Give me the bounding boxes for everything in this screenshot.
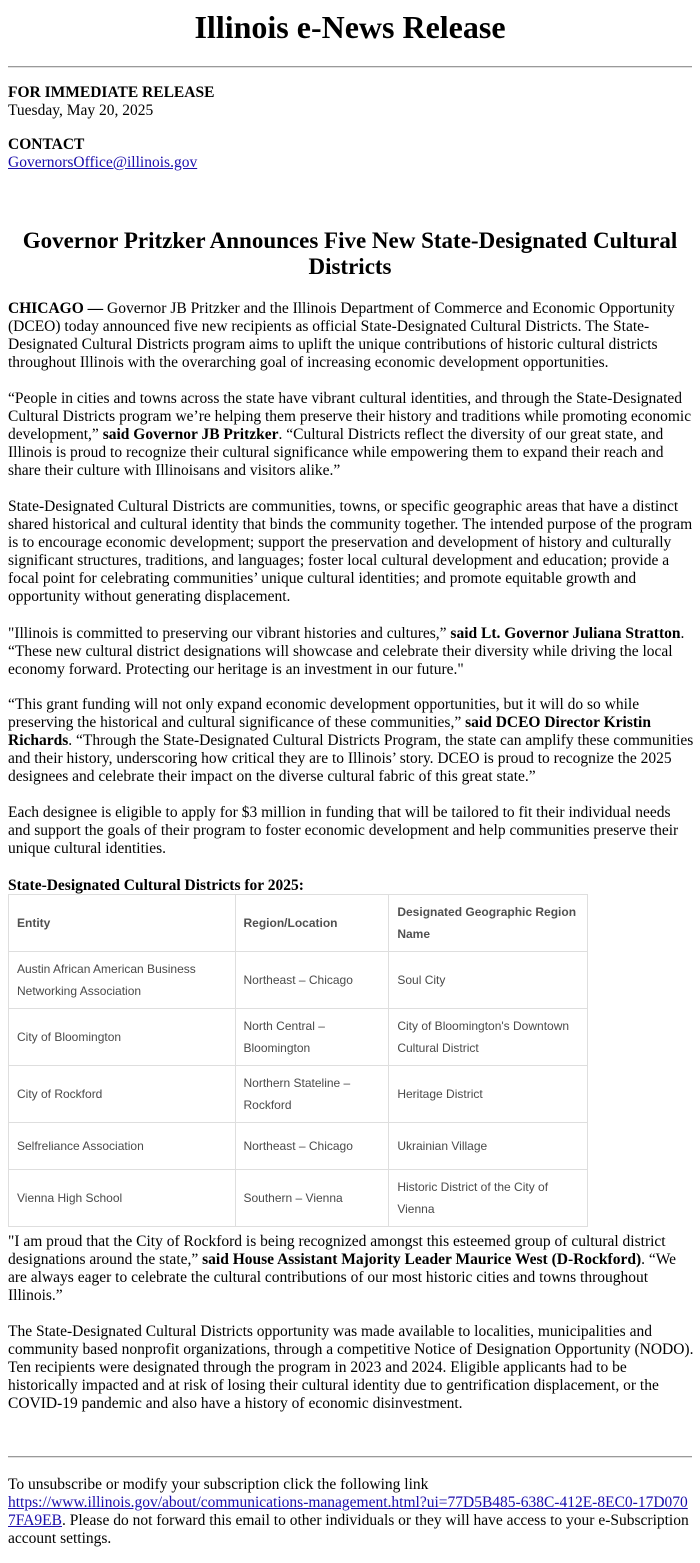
table-row: [9, 1123, 588, 1170]
quote-attribution: said Governor JB Pritzker: [102, 426, 279, 443]
footer-intro: To unsubscribe or modify your subscription click the following link: [8, 1476, 429, 1493]
table-cell: Historic District of the City of Vienna: [389, 1170, 588, 1227]
footer-unsubscribe: [8, 1476, 694, 1548]
table-header-cell: Designated Geographic Region Name: [389, 895, 588, 952]
table-cell: North Central – Bloomington: [235, 1009, 389, 1066]
headline: Governor Pritzker Announces Five New State-Designated Cultural Districts: [22, 228, 678, 279]
table-header-cell: Entity: [9, 895, 236, 952]
release-date: Tuesday, May 20, 2025: [8, 102, 154, 119]
quote-text: “People in cities and towns across the state have vibrant cultural identities, and through the State-Designated Cultural Districts program we’re helping them preserve their history and traditions while promoting economic development,”: [8, 390, 692, 443]
footer-divider: [8, 1456, 692, 1458]
paragraph-legislator-quote: [8, 1233, 694, 1305]
table-header-row: [9, 895, 588, 952]
table-cell: Northern Stateline – Rockford: [235, 1066, 389, 1123]
paragraph-governor-quote: [8, 390, 694, 480]
masthead-title: Illinois e-News Release: [194, 9, 506, 45]
table-row: [9, 1009, 588, 1066]
header-divider: [8, 66, 692, 68]
quote-text: "I am proud that the City of Rockford is being recognized amongst this esteemed group of cultural district designations around the state,”: [8, 1233, 666, 1268]
release-label: FOR IMMEDIATE RELEASE: [8, 84, 215, 101]
table-cell: City of Bloomington: [9, 1009, 236, 1066]
table-cell: City of Bloomington's Downtown Cultural District: [389, 1009, 588, 1066]
paragraph-funding: Each designee is eligible to apply for $3 million in funding that will be tailored to fit their individual needs and support the goals of their program to foster economic development and help communities preserve their unique cultural identities.: [8, 804, 679, 857]
table-cell: City of Rockford: [9, 1066, 236, 1123]
release-info: [8, 84, 692, 120]
table-cell: Northeast – Chicago: [235, 952, 389, 1009]
quote-attribution: said Lt. Governor Juliana Stratton: [450, 625, 681, 642]
table-title: State-Designated Cultural Districts for 2025:: [8, 877, 304, 894]
paragraph-nodo: The State-Designated Cultural Districts opportunity was made available to localities, municipalities and community based nonprofit organizations, through a competitive Notice of Designation Opportunity (NODO). Ten recipients were designated through the program in 2023 and 2024. Eligible applicants had to be historically impacted and at risk of losing their cultural identity due to gentrification displacement, or the COVID-19 pandemic and also have a history of economic disinvestment.: [8, 1323, 694, 1412]
quote-attribution: said DCEO Director Kristin Richards: [8, 714, 651, 749]
table-cell: Northeast – Chicago: [235, 1123, 389, 1170]
paragraph-program-description: State-Designated Cultural Districts are communities, towns, or specific geographic areas that have a distinct shared historical and cultural identity that binds the community together. The intended purpose of the program is to encourage economic development; support the preservation and development of history and culturally significant structures, traditions, and languages; foster local cultural development and education; provide a focal point for celebrating communities’ unique cultural identities; and promote equitable growth and opportunity without generating displacement.: [8, 498, 693, 605]
paragraph-lt-governor-quote: [8, 625, 694, 679]
paragraph-intro-text: Governor JB Pritzker and the Illinois Department of Commerce and Economic Opportunity (DCEO) today announced five new recipients as official State-Designated Cultural Districts. The State-Designated Cultural Districts program aims to uplift the unique contributions of historic cultural districts throughout Illinois with the overarching goal of increasing economic development opportunities.: [8, 300, 675, 371]
quote-text: . “Cultural Districts reflect the diversity of our great state, and Illinois is proud to recognize their cultural significance while empowering them to expand their reach and share their culture with Illinoisans and visitors alike.”: [8, 426, 664, 479]
table-row: [9, 1170, 588, 1227]
footer-note: . Please do not forward this email to other individuals or they will have access to your e-Subscription account settings.: [8, 1512, 689, 1547]
unsubscribe-link[interactable]: https://www.illinois.gov/about/communications-management.html?ui=77D5B485-638C-412E-8EC0-17D0707FA9EB: [8, 1494, 688, 1529]
quote-attribution: said House Assistant Majority Leader Maurice West (D-Rockford): [202, 1251, 642, 1268]
paragraph-dceo-quote: [8, 696, 694, 786]
table-cell: Heritage District: [389, 1066, 588, 1123]
cultural-districts-table: [8, 894, 588, 1227]
contact-info: [8, 136, 692, 172]
table-cell: Southern – Vienna: [235, 1170, 389, 1227]
dateline: CHICAGO —: [8, 300, 104, 317]
table-header-cell: Region/Location: [235, 895, 389, 952]
paragraph-intro: [8, 300, 694, 372]
quote-text: "Illinois is committed to preserving our vibrant histories and cultures,”: [8, 625, 451, 642]
table-row: [9, 952, 588, 1009]
table-cell: Vienna High School: [9, 1170, 236, 1227]
quote-text: “This grant funding will not only expand economic development opportunities, but it will do so while preserving the historical and cultural significance of these communities,”: [8, 696, 640, 731]
quote-text: . “We are always eager to celebrate the cultural contributions of our most historic cities and towns throughout Illinois.”: [8, 1251, 677, 1304]
table-cell: Soul City: [389, 952, 588, 1009]
quote-text: . “These new cultural district designations will showcase and celebrate their diversity while driving the local economy forward. Protecting our heritage is an investment in our future.": [8, 625, 685, 678]
table-cell: Ukrainian Village: [389, 1123, 588, 1170]
contact-label: CONTACT: [8, 136, 85, 153]
table-cell: Selfreliance Association: [9, 1123, 236, 1170]
table-row: [9, 1066, 588, 1123]
contact-email-link[interactable]: GovernorsOffice@illinois.gov: [8, 154, 198, 171]
table-cell: Austin African American Business Networking Association: [9, 952, 236, 1009]
quote-text: . “Through the State-Designated Cultural Districts Program, the state can amplify these communities and their history, underscoring how critical they are to Illinois’ story. DCEO is proud to recognize the 2025 designees and celebrate their impact on the diverse cultural fabric of this great state.”: [8, 732, 694, 785]
